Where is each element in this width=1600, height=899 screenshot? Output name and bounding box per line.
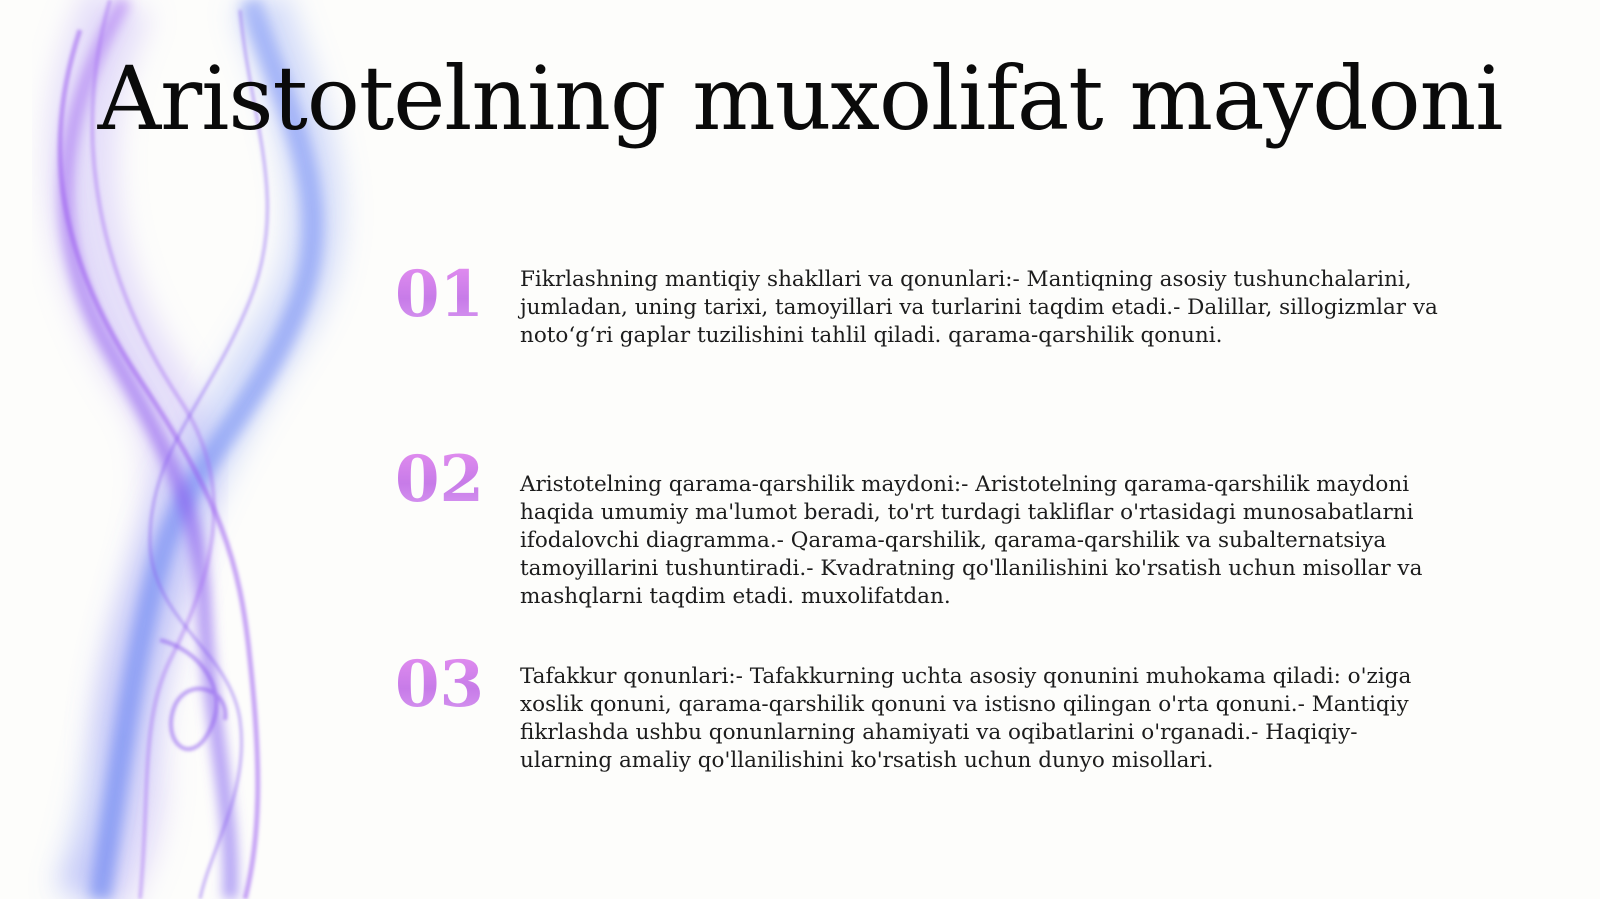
item-number: 02: [395, 442, 485, 517]
item-text: Fikrlashning mantiqiy shakllari va qonunlari:- Mantiqning asosiy tushunchalarini, jumladan, uning tarixi, tamoyillari va turlarini taqdim etadi.- Dalillar, sillogizmlar va noto‘g‘ri gaplar tuzilishini tahlil qiladi. qarama-qarshilik qonuni.: [520, 267, 1438, 348]
item-number: 01: [395, 257, 485, 332]
item-text: Aristotelning qarama-qarshilik maydoni:- Aristotelning qarama-qarshilik maydoni haqida umumiy ma'lumot beradi, to'rt turdagi takliflar o'rtasidagi munosabatlarni ifodalovchi diagramma.- Qarama-qarshilik, qarama-qarshilik va subalternatsiya tamoyillarini tushuntiradi.- Kvadratning qo'llanilishini ko'rsatish uchun misollar va mashqlarni taqdim etadi. muxolifatdan.: [520, 472, 1423, 609]
item-text: Tafakkur qonunlari:- Tafakkurning uchta asosiy qonunini muhokama qiladi: o'ziga xoslik qonuni, qarama-qarshilik qonuni va istisno qilingan o'rta qonuni.- Mantiqiy fikrlashda ushbu qonunlarning ahamiyati va oqibatlarini o'rganadi.- Haqiqiy-ularning amaliy qo'llanilishini ko'rsatish uchun dunyo misollari.: [520, 664, 1412, 773]
item-number: 03: [395, 647, 485, 722]
slide-title: Aristotelning muxolifat maydoni: [97, 47, 1503, 150]
